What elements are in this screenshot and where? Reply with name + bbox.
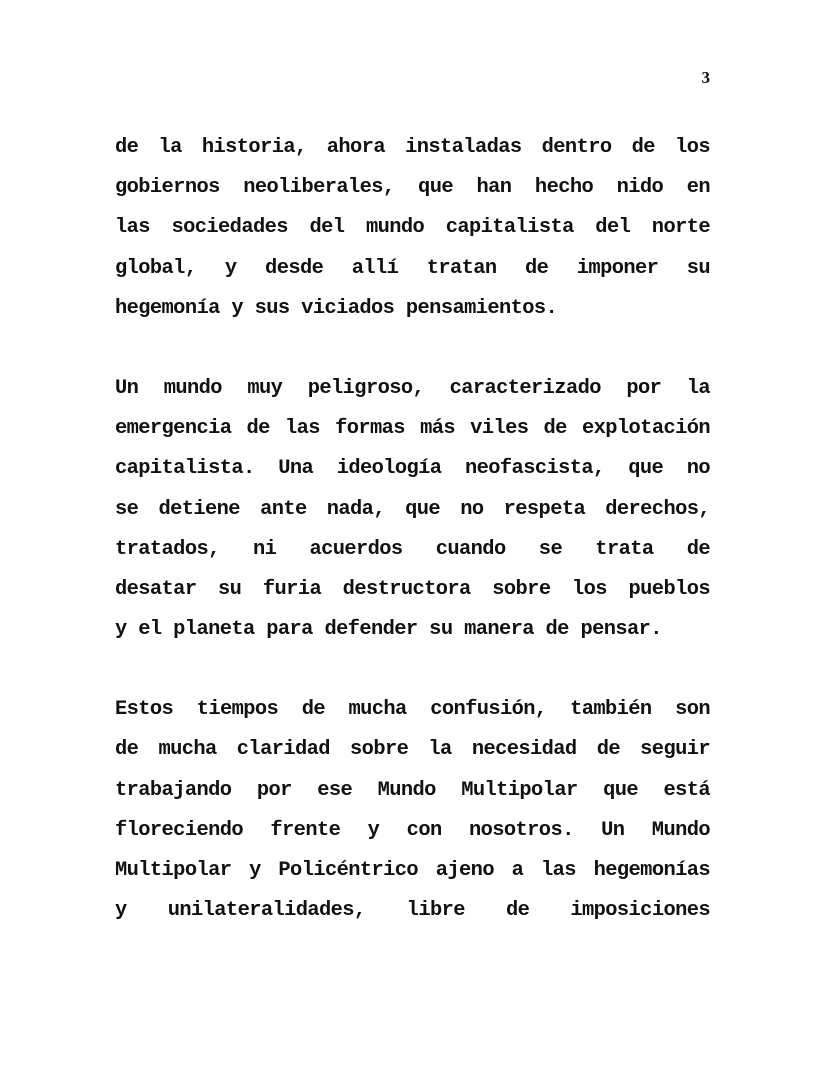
text-line: capitalista. Una ideología neofascista, que no — [115, 457, 710, 481]
text-line: gobiernos neoliberales, que han hecho nido en — [115, 176, 710, 200]
paragraph-2 — [115, 369, 710, 650]
text-line: las sociedades del mundo capitalista del norte — [115, 216, 710, 240]
text-line: global, y desde allí tratan de imponer su — [115, 256, 710, 280]
page-number: 3 — [701, 68, 710, 87]
text-line: Un mundo muy peligroso, caracterizado por la — [115, 376, 710, 400]
body-text — [115, 128, 710, 971]
text-line: Estos tiempos de mucha confusión, también son — [115, 698, 710, 722]
text-line: desatar su furia destructora sobre los pueblos — [115, 577, 710, 601]
text-line: hegemonía y sus viciados pensamientos. — [115, 296, 558, 320]
paragraph-1 — [115, 128, 710, 329]
paragraph-3 — [115, 690, 710, 931]
text-line: trabajando por ese Mundo Multipolar que está — [115, 778, 710, 802]
text-line: de la historia, ahora instaladas dentro de los — [115, 136, 710, 159]
text-line: y unilateralidades, libre de imposiciones — [115, 899, 710, 923]
text-line: y el planeta para defender su manera de pensar. — [115, 618, 662, 642]
text-line: emergencia de las formas más viles de explotación — [115, 417, 710, 441]
text-line: floreciendo frente y con nosotros. Un Mundo — [115, 818, 710, 842]
text-line: de mucha claridad sobre la necesidad de seguir — [115, 738, 710, 762]
text-line: tratados, ni acuerdos cuando se trata de — [115, 537, 710, 561]
text-line: se detiene ante nada, que no respeta derechos, — [115, 497, 710, 521]
text-line: Multipolar y Policéntrico ajeno a las hegemonías — [115, 859, 710, 882]
